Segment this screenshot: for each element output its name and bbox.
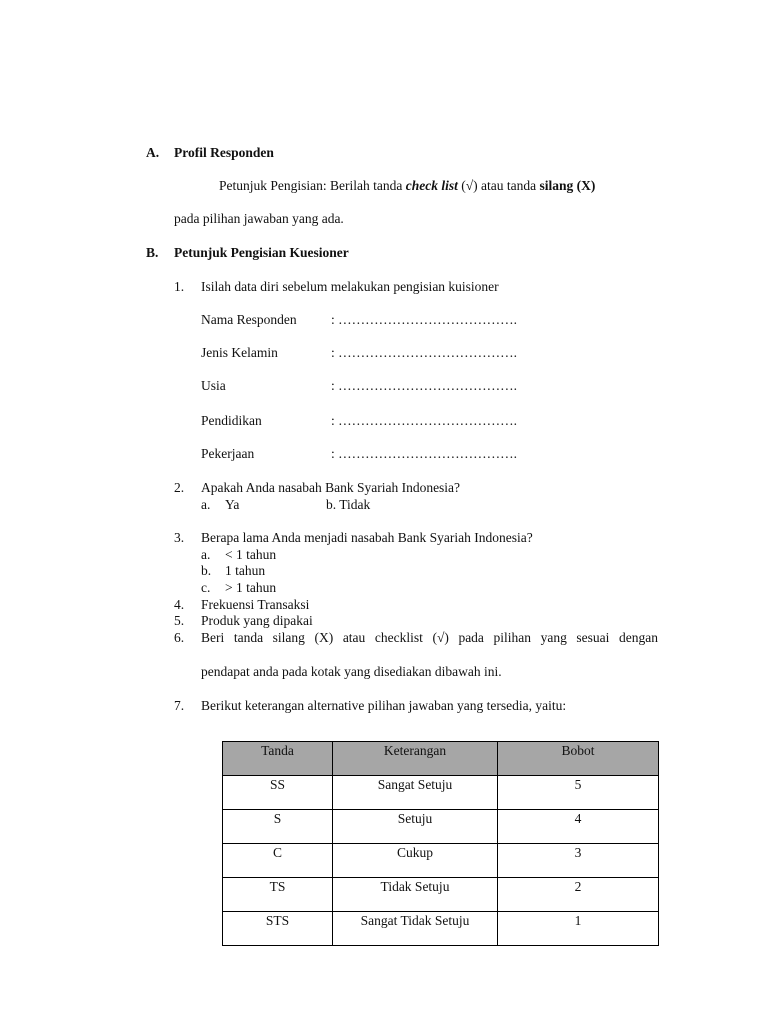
cell-tanda: S (223, 810, 333, 844)
instruction-check-list: check list (405, 178, 458, 193)
item-6-word: yang (540, 630, 567, 645)
item-6-line-2: pendapat anda pada kotak yang disediakan dibawah ini. (201, 664, 502, 679)
item-3-option-b[interactable]: 1 tahun (225, 563, 266, 578)
field-value-pendidikan[interactable]: : …………………………………. (331, 413, 518, 428)
instruction-silang: silang (X) (539, 178, 596, 193)
item-2-option-a[interactable]: Ya (225, 497, 240, 512)
header-keterangan: Keterangan (333, 742, 498, 776)
item-3-option-c[interactable]: > 1 tahun (225, 580, 277, 595)
item-7-text: Berikut keterangan alternative pilihan jawaban yang tersedia, yaitu: (201, 698, 567, 713)
item-5-text: Produk yang dipakai (201, 613, 313, 628)
item-6-word: tanda (233, 630, 264, 645)
item-3-option-c-letter: c. (201, 580, 211, 595)
table-row (223, 810, 659, 844)
cell-tanda: TS (223, 878, 333, 912)
item-2-option-a-letter: a. (201, 497, 211, 512)
item-4-text: Frekuensi Transaksi (201, 597, 310, 612)
table-row (223, 878, 659, 912)
item-6-word: atau (342, 630, 366, 645)
field-label-pekerjaan: Pekerjaan (201, 446, 255, 461)
answer-legend-table (222, 741, 659, 946)
field-label-jenis-kelamin: Jenis Kelamin (201, 345, 278, 360)
cell-bobot: 2 (498, 878, 659, 912)
item-4-number: 4. (174, 597, 185, 612)
item-6-line-1 (201, 630, 658, 646)
item-6-word: pilihan (493, 630, 531, 645)
field-value-nama[interactable]: : …………………………………. (331, 312, 518, 327)
table-header-row (223, 742, 659, 776)
cell-tanda: SS (223, 776, 333, 810)
section-a-instruction (219, 178, 595, 194)
table-row (223, 776, 659, 810)
cell-bobot: 1 (498, 912, 659, 946)
instruction-prefix: Petunjuk Pengisian: Berilah tanda (219, 178, 406, 193)
header-tanda: Tanda (223, 742, 333, 776)
item-3-option-b-letter: b. (201, 563, 212, 578)
section-b-title: Petunjuk Pengisian Kuesioner (174, 245, 349, 260)
section-a-title: Profil Responden (174, 145, 274, 160)
table-row (223, 912, 659, 946)
table-row (223, 844, 659, 878)
item-1-number: 1. (174, 279, 185, 294)
item-3-option-a[interactable]: < 1 tahun (225, 547, 277, 562)
field-value-pekerjaan[interactable]: : …………………………………. (331, 446, 518, 461)
item-2-text: Apakah Anda nasabah Bank Syariah Indonesia? (201, 480, 461, 495)
cell-bobot: 4 (498, 810, 659, 844)
item-2-option-b[interactable]: b. Tidak (326, 497, 371, 512)
cell-keterangan: Setuju (333, 810, 498, 844)
field-value-jenis-kelamin[interactable]: : …………………………………. (331, 345, 518, 360)
item-1-text: Isilah data diri sebelum melakukan pengisian kuisioner (201, 279, 499, 294)
item-6-number: 6. (174, 630, 185, 645)
cell-tanda: STS (223, 912, 333, 946)
cell-keterangan: Cukup (333, 844, 498, 878)
cell-keterangan: Tidak Setuju (333, 878, 498, 912)
instruction-mid: (√) atau tanda (457, 178, 540, 193)
cell-bobot: 5 (498, 776, 659, 810)
cell-keterangan: Sangat Setuju (333, 776, 498, 810)
cell-keterangan: Sangat Tidak Setuju (333, 912, 498, 946)
section-a-letter: A. (146, 145, 160, 160)
field-label-usia: Usia (201, 378, 226, 393)
item-6-word: silang (272, 630, 305, 645)
item-3-option-a-letter: a. (201, 547, 211, 562)
item-5-number: 5. (174, 613, 185, 628)
cell-tanda: C (223, 844, 333, 878)
item-6-word: pada (458, 630, 484, 645)
item-6-word: checklist (374, 630, 423, 645)
field-label-nama: Nama Responden (201, 312, 297, 327)
field-value-usia[interactable]: : …………………………………. (331, 378, 518, 393)
item-7-number: 7. (174, 698, 185, 713)
item-2-number: 2. (174, 480, 185, 495)
item-6-word: (X) (314, 630, 334, 645)
item-3-number: 3. (174, 530, 185, 545)
item-6-word: sesuai (576, 630, 610, 645)
item-3-text: Berapa lama Anda menjadi nasabah Bank Syariah Indonesia? (201, 530, 533, 545)
section-a-instruction-cont: pada pilihan jawaban yang ada. (174, 211, 344, 226)
item-6-word: dengan (618, 630, 658, 645)
item-6-word: Beri (201, 630, 225, 645)
item-6-word: (√) (432, 630, 449, 645)
cell-bobot: 3 (498, 844, 659, 878)
section-b-letter: B. (146, 245, 159, 260)
field-label-pendidikan: Pendidikan (201, 413, 262, 428)
header-bobot: Bobot (498, 742, 659, 776)
